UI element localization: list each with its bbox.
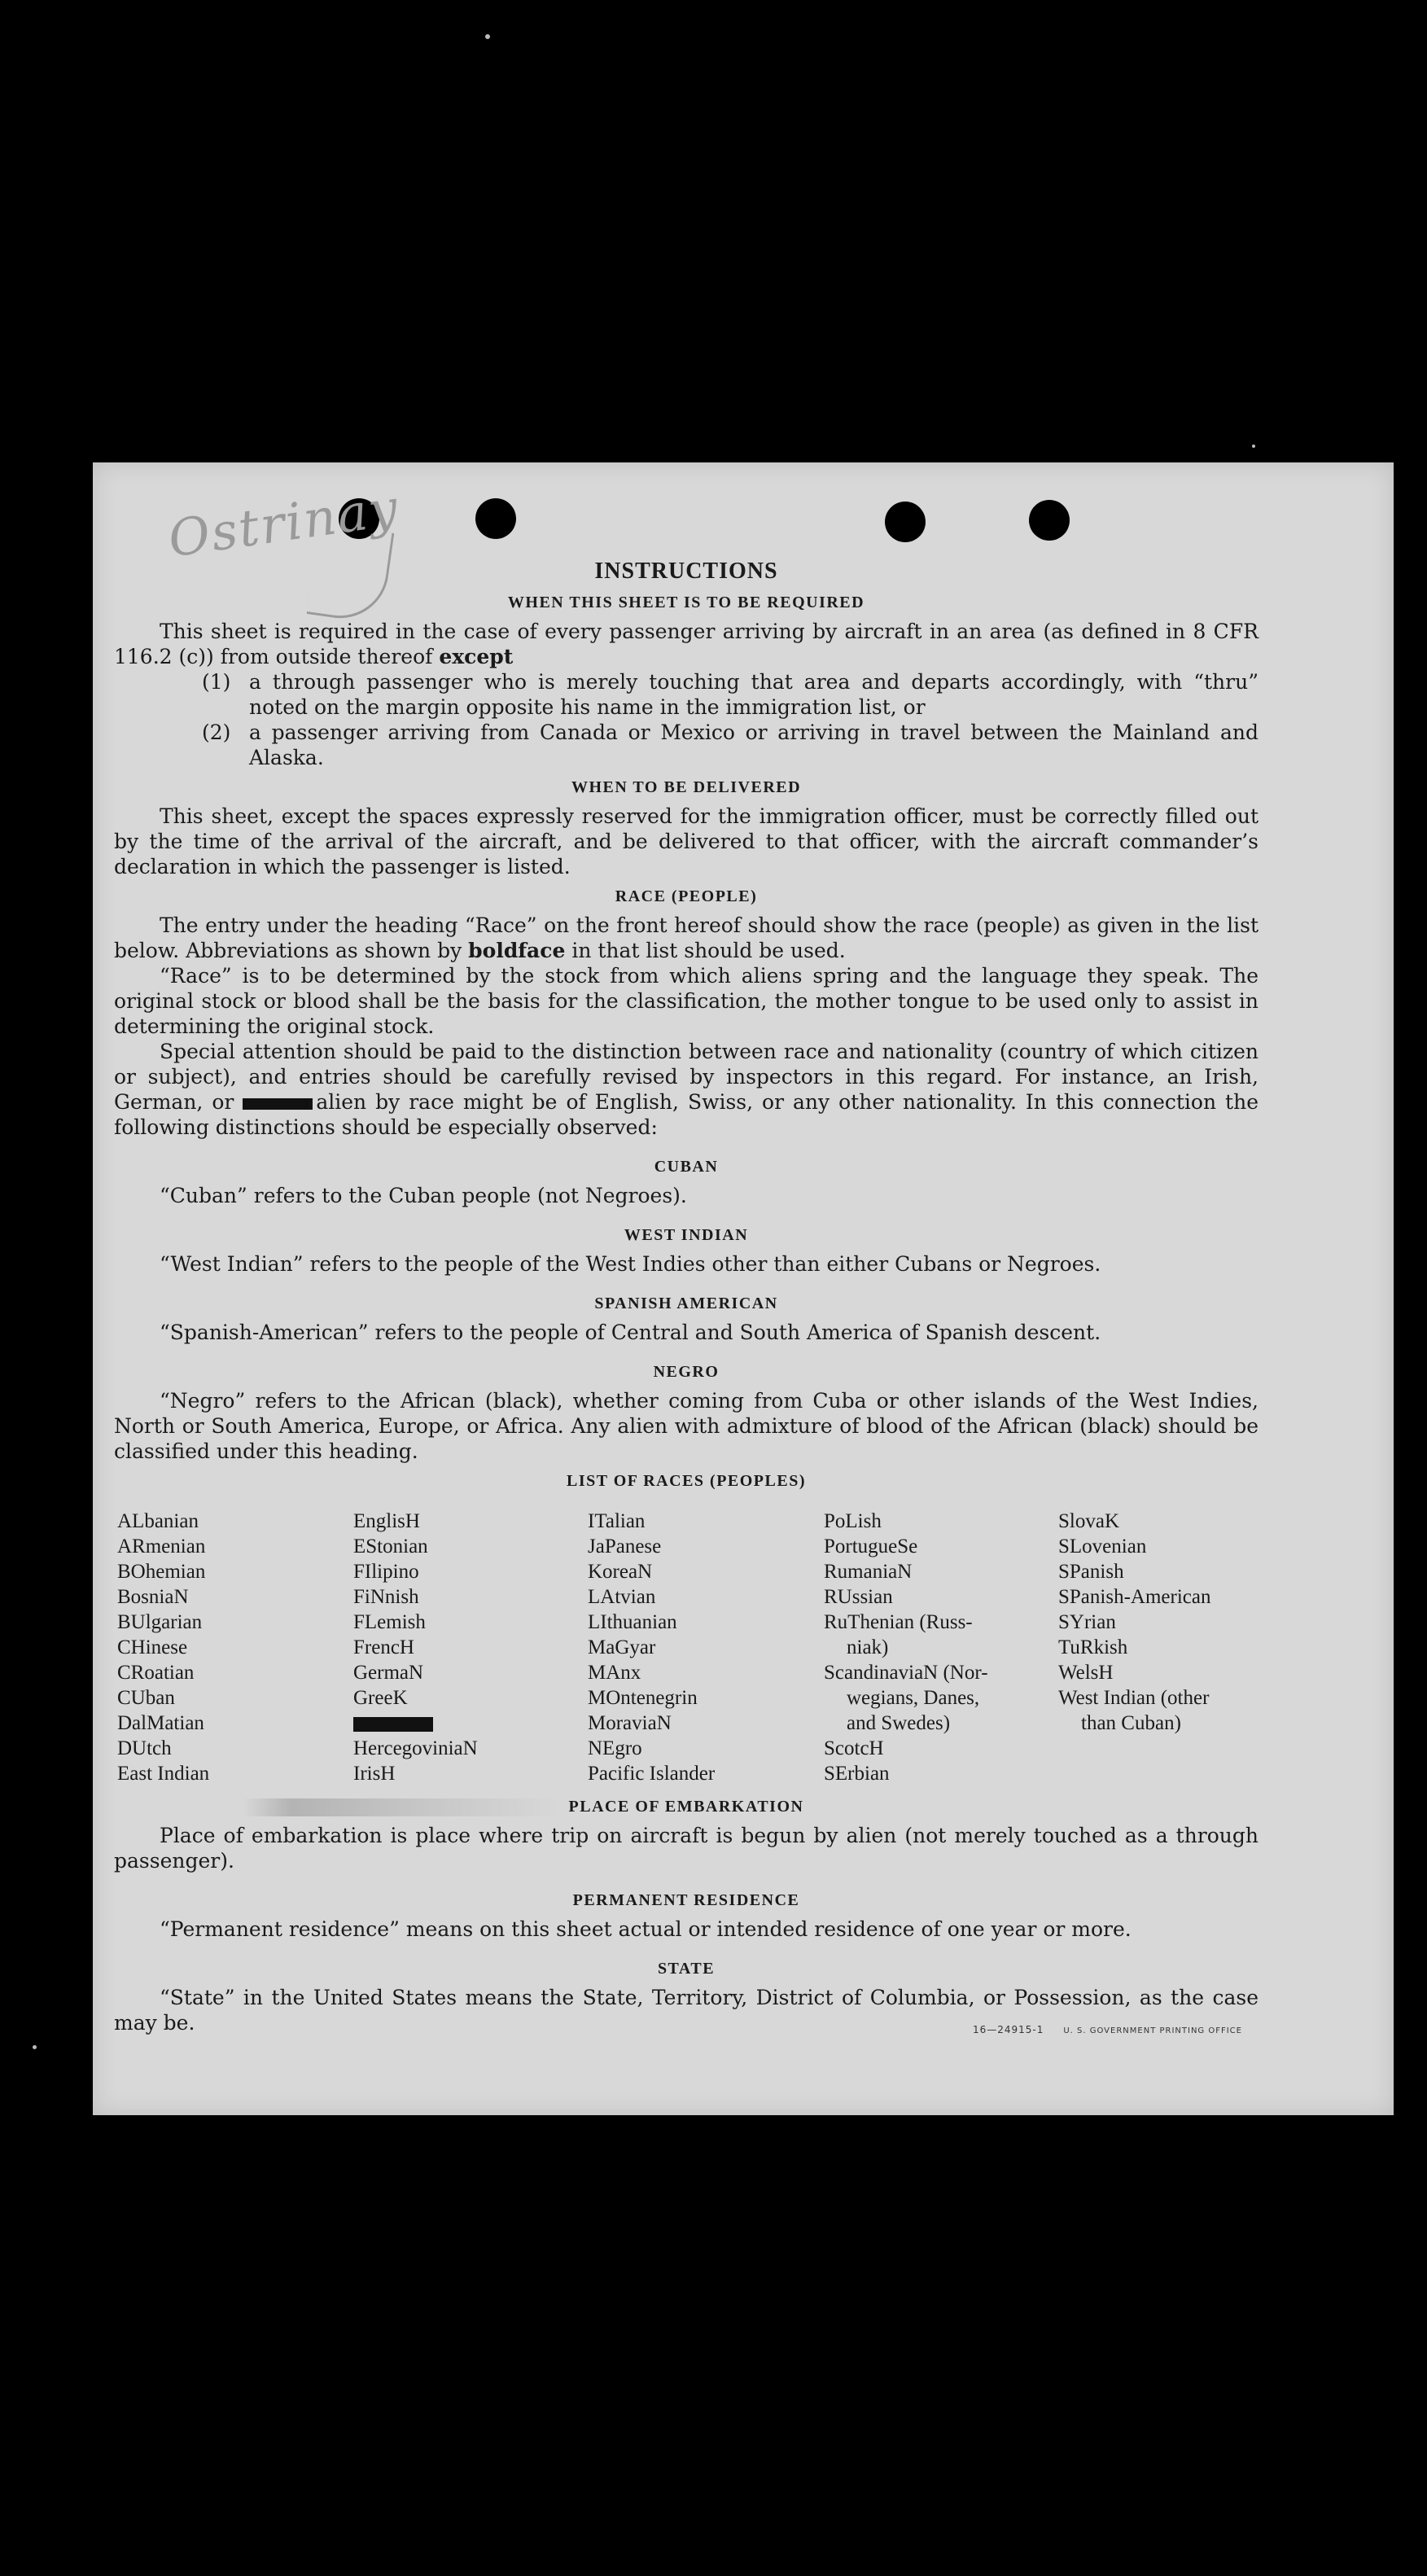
race-entry: GreeK	[353, 1687, 408, 1709]
race-entry: EStonian	[353, 1536, 428, 1557]
race-entry: BUlgarian	[117, 1611, 203, 1633]
spanish-american-text: “Spanish-American” refers to the people of Central and South America of Spanish descent.	[160, 1321, 1101, 1344]
race-entry: PortugueSe	[824, 1536, 918, 1557]
form-footer	[973, 2024, 1242, 2035]
race-list-column-4	[824, 1509, 1058, 1786]
race-entry: MaGyar	[588, 1636, 656, 1658]
race-entry: ARmenian	[117, 1536, 206, 1557]
race-entry: SPanish	[1058, 1561, 1124, 1583]
race-entry: GermaN	[353, 1662, 424, 1684]
printer-credit: U. S. GOVERNMENT PRINTING OFFICE	[1063, 2026, 1242, 2035]
negro-text: “Negro” refers to the African (black), whether coming from Cuba or other islands of the West Indies, North or South America, Europe, or Africa. Any alien with admixture of blood of the African (black) should be classified under this heading.	[114, 1389, 1258, 1463]
race-paragraph-1: The entry under the heading “Race” on the front hereof should show the race (people) as given in the list below. Abbreviations as shown by boldface in that list should be used.	[114, 913, 1258, 962]
race-list	[117, 1509, 1258, 1786]
race-entry: RumaniaN	[824, 1561, 913, 1583]
race-entry: ScotcH	[824, 1737, 884, 1759]
heading-embarkation: PLACE OF EMBARKATION	[114, 1794, 1258, 1820]
race-entry: Pacific Islander	[588, 1763, 716, 1785]
race-entry: MAnx	[588, 1662, 641, 1684]
race-list-column-5	[1058, 1509, 1278, 1786]
race-entry: HercegoviniaN	[353, 1737, 478, 1759]
race-entry: West Indian (other	[1058, 1687, 1210, 1709]
race-entry-continuation: and Swedes)	[847, 1712, 951, 1734]
race-list-column-1	[117, 1509, 353, 1786]
state-text: “State” in the United States means the State, Territory, District of Columbia, or Possession, as the case may be.	[114, 1986, 1258, 2035]
required-item-1: (1) a through passenger who is merely touching that area and departs accordingly, with “thru” noted on the margin opposite his name in the immigration list, or	[202, 670, 1258, 719]
race-entry-continuation: wegians, Danes,	[847, 1687, 980, 1709]
heading-state: STATE	[657, 1960, 716, 1978]
race-entry: DUtch	[117, 1737, 172, 1759]
dust-speck	[485, 34, 490, 39]
race-entry: CHinese	[117, 1636, 188, 1658]
race-entry: MOntenegrin	[588, 1687, 698, 1709]
heading-west-indian: WEST INDIAN	[624, 1226, 749, 1244]
race-entry: SErbian	[824, 1763, 890, 1785]
race-entry: LIthuanian	[588, 1611, 677, 1633]
race-paragraph-3: Special attention should be paid to the distinction between race and nationality (country of which citizen or subject), and entries should be carefully revised by inspectors in this regard. For instance, an Irish, German, or alien by race might be of English, Swiss, or any other nationality. In this connection the following distinctions should be especially observed:	[114, 1040, 1258, 1139]
race-entry: BosniaN	[117, 1586, 189, 1608]
embarkation-text: Place of embarkation is place where trip on aircraft is begun by alien (not merely touched as a through passenger).	[114, 1824, 1258, 1873]
handwritten-signature: Ostrinay	[164, 477, 403, 569]
race-entry: SLovenian	[1058, 1536, 1147, 1557]
west-indian-text: “West Indian” refers to the people of the West Indies other than either Cubans or Negroes.	[160, 1252, 1101, 1276]
race-entry: ITalian	[588, 1510, 646, 1532]
race-entry: RUssian	[824, 1586, 893, 1608]
instructions-body	[114, 559, 1258, 2035]
delivered-text: This sheet, except the spaces expressly reserved for the immigration officer, must be correctly filled out by the time of the arrival of the aircraft, and be delivered to that officer, with the aircraft commander’s declaration in which the passenger is listed.	[114, 804, 1258, 878]
punch-hole	[885, 502, 926, 542]
race-entry: ALbanian	[117, 1510, 199, 1532]
race-entry: ScandinaviaN (Nor-	[824, 1662, 988, 1684]
race-entry: EnglisH	[353, 1510, 420, 1532]
race-entry: SlovaK	[1058, 1510, 1119, 1532]
race-entry: LAtvian	[588, 1586, 656, 1608]
race-entry-continuation: than Cuban)	[1081, 1712, 1181, 1734]
dust-speck	[1252, 445, 1255, 448]
race-entry: CUban	[117, 1687, 175, 1709]
race-entry: BOhemian	[117, 1561, 206, 1583]
race-entry: FIlipino	[353, 1561, 419, 1583]
heading-cuban: CUBAN	[654, 1158, 719, 1176]
form-number: 16—24915-1	[972, 2024, 1044, 2035]
race-entry: RuThenian (Russ-	[824, 1611, 973, 1633]
race-list-column-3	[588, 1509, 824, 1786]
race-paragraph-2: “Race” is to be determined by the stock from which aliens spring and the language they speak. The original stock or blood shall be the basis for the classification, the mother tongue to be used only to assist in determining the original stock.	[114, 964, 1258, 1038]
required-intro: This sheet is required in the case of every passenger arriving by aircraft in an area (as defined in 8 CFR 116.2 (c)) from outside thereof except	[114, 620, 1258, 668]
race-entry: PoLish	[824, 1510, 882, 1532]
race-entry: FLemish	[353, 1611, 426, 1633]
race-entry: DalMatian	[117, 1712, 204, 1734]
race-entry: WelsH	[1058, 1662, 1114, 1684]
heading-negro: NEGRO	[653, 1363, 720, 1381]
race-entry: JaPanese	[588, 1536, 662, 1557]
ink-smudge	[243, 1798, 561, 1816]
residence-text: “Permanent residence” means on this sheet actual or intended residence of one year or more.	[160, 1917, 1132, 1941]
punch-hole	[475, 498, 516, 539]
heading-residence: PERMANENT RESIDENCE	[572, 1891, 800, 1909]
dust-speck	[33, 2045, 37, 2049]
heading-spanish-american: SPANISH AMERICAN	[594, 1295, 778, 1312]
race-entry: NEgro	[588, 1737, 642, 1759]
heading-race: RACE (PEOPLE)	[615, 887, 758, 905]
heading-delivered: WHEN TO BE DELIVERED	[571, 778, 802, 796]
instruction-sheet	[93, 462, 1394, 2115]
race-entry: SYrian	[1058, 1611, 1116, 1633]
race-entry: SPanish-American	[1058, 1586, 1211, 1608]
race-entry: East Indian	[117, 1763, 210, 1785]
redaction-bar	[353, 1717, 433, 1732]
heading-race-list: LIST OF RACES (PEOPLES)	[566, 1472, 806, 1490]
race-entry: FiNnish	[353, 1586, 419, 1608]
race-entry: FrencH	[353, 1636, 414, 1658]
punch-hole	[1029, 500, 1070, 541]
race-entry: IrisH	[353, 1763, 396, 1785]
redaction-bar	[243, 1098, 313, 1110]
race-entry: KoreaN	[588, 1561, 653, 1583]
race-entry: MoraviaN	[588, 1712, 672, 1734]
race-entry-continuation: niak)	[847, 1636, 889, 1658]
race-entry: TuRkish	[1058, 1636, 1128, 1658]
heading-required: WHEN THIS SHEET IS TO BE REQUIRED	[507, 594, 865, 611]
race-list-column-2	[353, 1509, 588, 1786]
race-entry: CRoatian	[117, 1662, 195, 1684]
cuban-text: “Cuban” refers to the Cuban people (not Negroes).	[160, 1184, 687, 1207]
page-title: INSTRUCTIONS	[594, 559, 778, 584]
redacted-entry	[353, 1711, 588, 1736]
required-item-2: (2) a passenger arriving from Canada or Mexico or arriving in travel between the Mainland and Alaska.	[202, 721, 1258, 769]
